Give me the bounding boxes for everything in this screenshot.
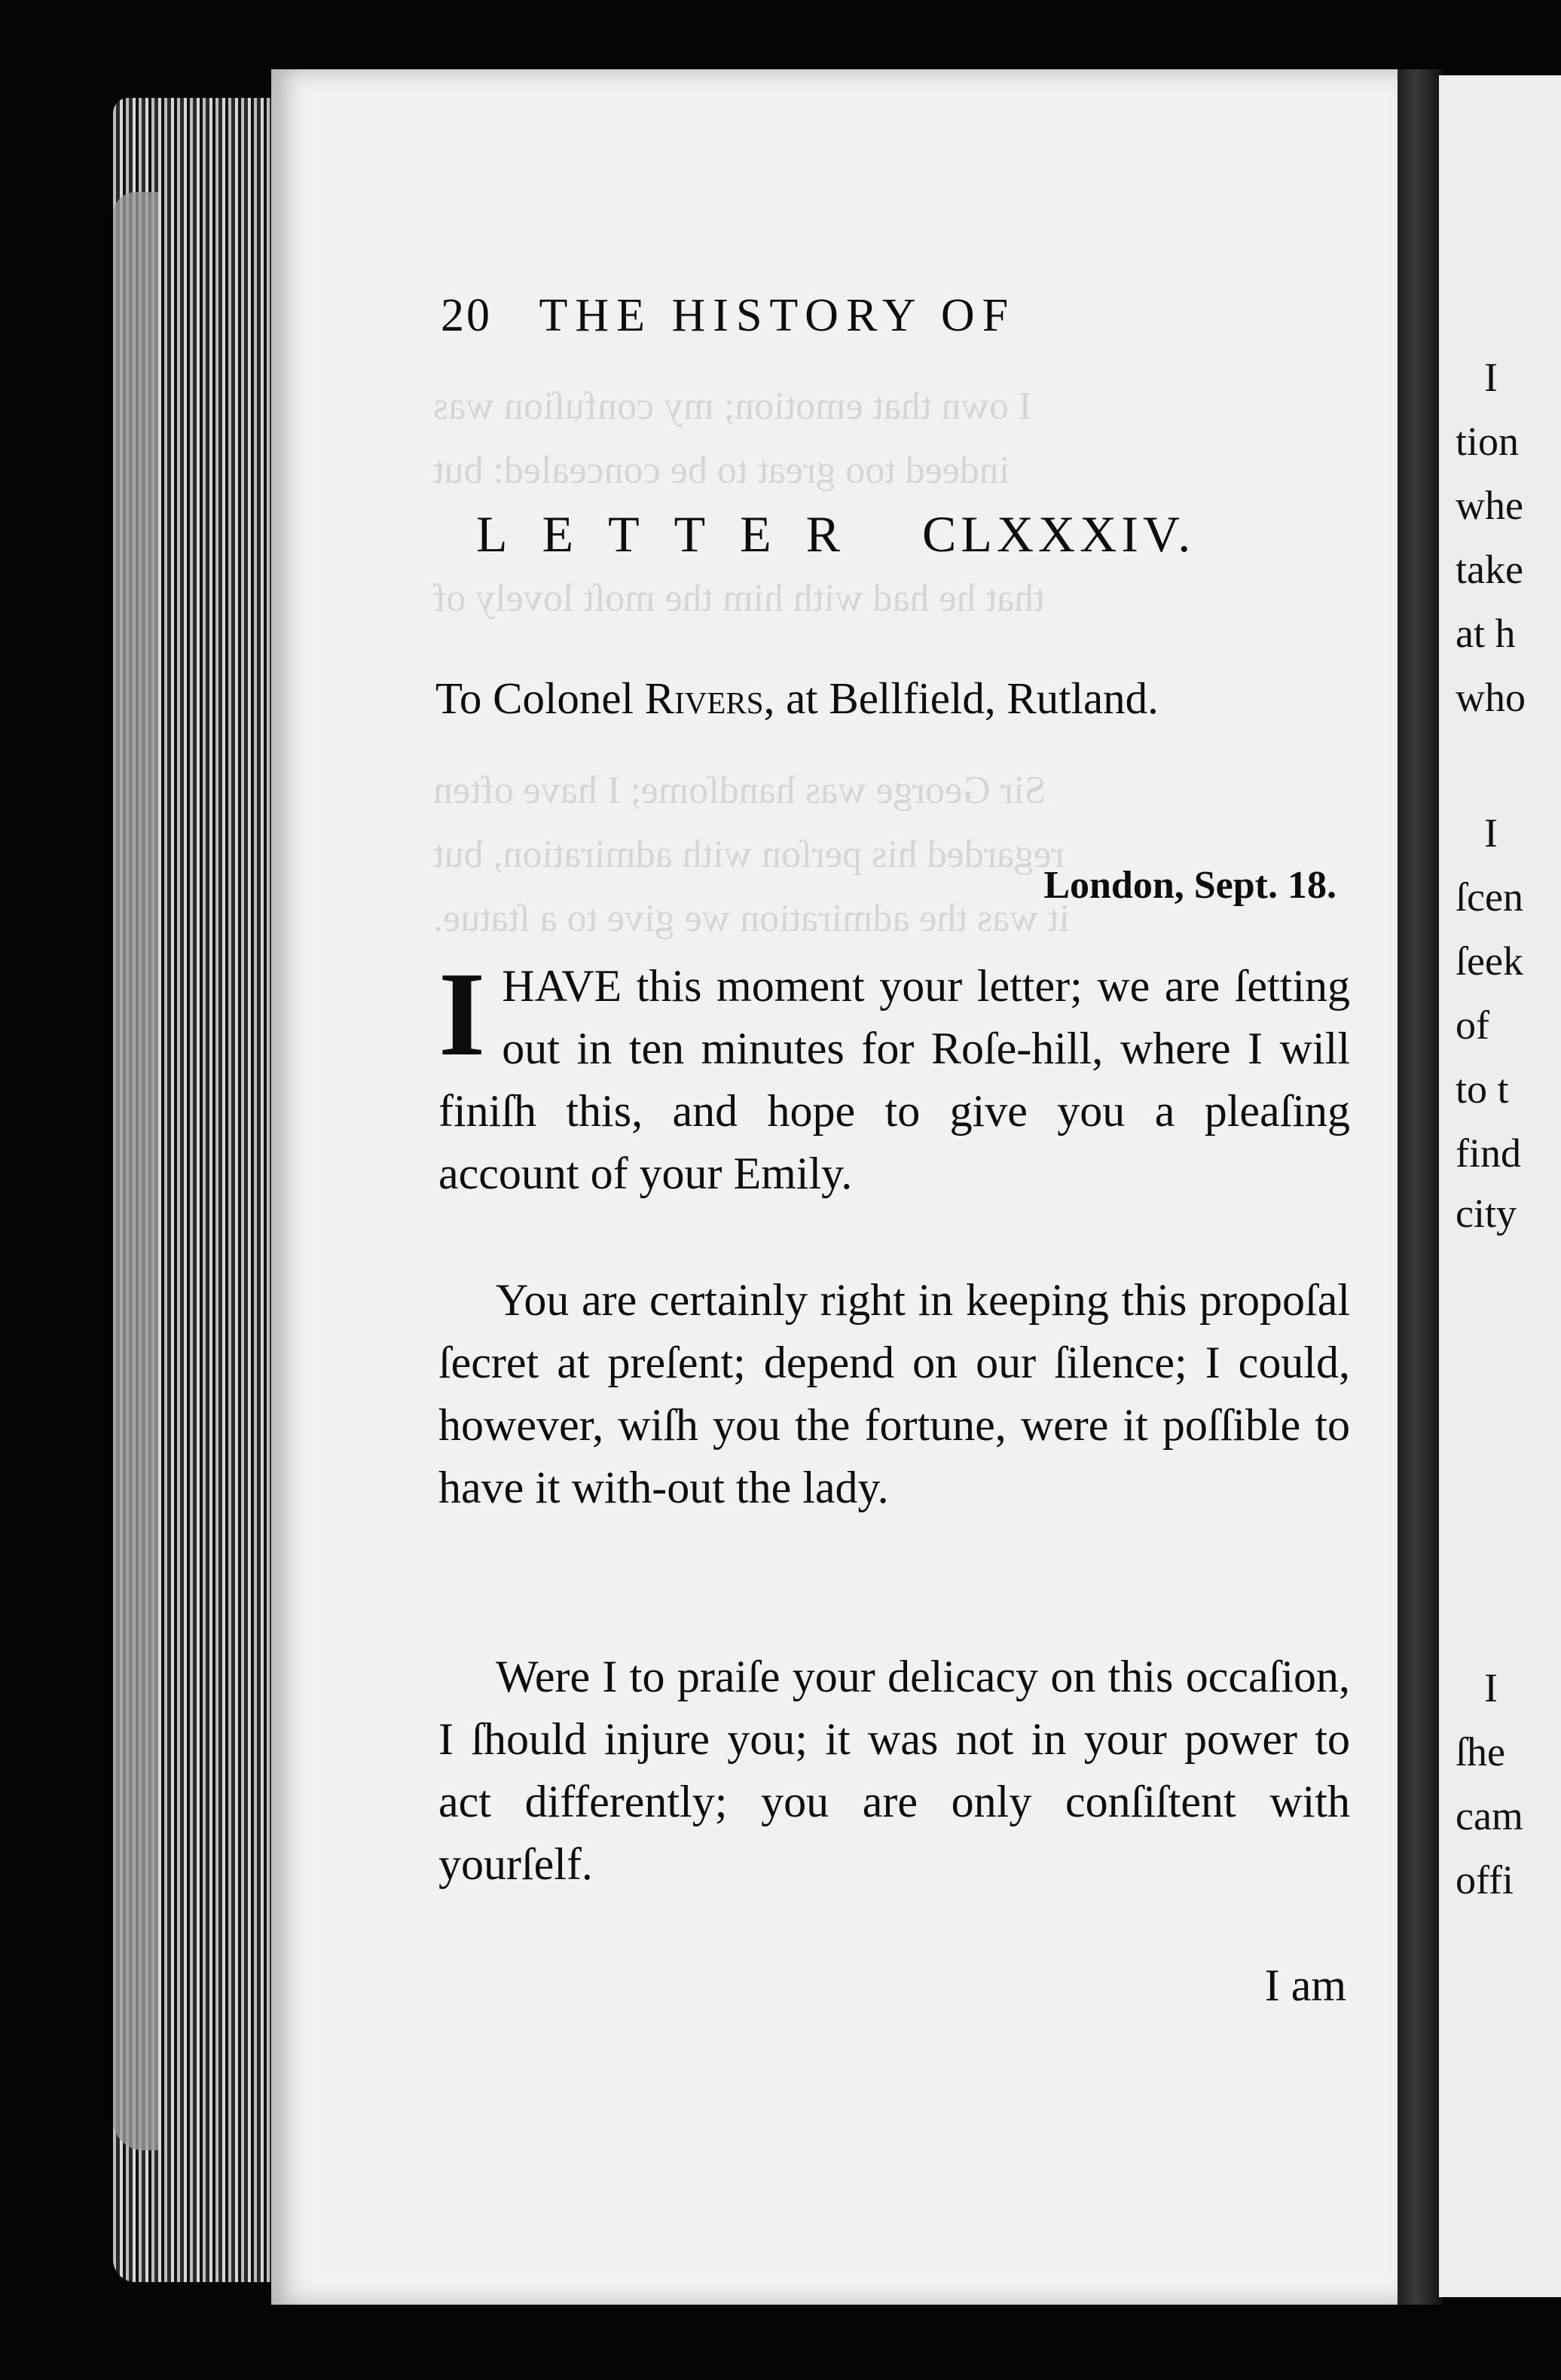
paragraph: Were I to praiſe your delicacy on this occaſion, I ſhould injure you; it was not in your power to act differently; you are only conſiſtent with yourſelf. xyxy=(438,1652,1350,1889)
facing-fragment: ſcen xyxy=(1456,874,1523,920)
letter-heading xyxy=(476,505,1195,564)
facing-fragment: offi xyxy=(1456,1857,1514,1902)
drop-cap: I xyxy=(438,947,486,1081)
facing-fragment: whe xyxy=(1456,483,1523,528)
running-header xyxy=(441,289,1016,343)
facing-fragment: to t xyxy=(1456,1066,1509,1112)
letter-number: CLXXXIV. xyxy=(922,505,1196,563)
dateline: London, Sept. 18. xyxy=(1043,864,1336,907)
running-title: THE HISTORY OF xyxy=(539,290,1016,341)
facing-page xyxy=(1439,75,1561,2297)
paragraph xyxy=(438,947,1350,1205)
facing-fragment: city xyxy=(1456,1191,1517,1236)
facing-fragment: cam xyxy=(1456,1793,1523,1838)
facing-fragment: find xyxy=(1456,1130,1521,1176)
facing-fragment: I xyxy=(1484,355,1498,400)
cover-edge xyxy=(113,192,158,2150)
paragraph: You are certainly right in keeping this propoſal ſecret at preſent; depend on our ſilence; I could, however, wiſh you the fortune, were it poſſible to have it with-out the lady. xyxy=(438,1275,1350,1512)
facing-fragment: ſhe xyxy=(1456,1729,1505,1774)
facing-fragment: take xyxy=(1456,547,1523,592)
facing-fragment: tion xyxy=(1456,419,1520,464)
facing-fragment: I xyxy=(1484,810,1498,856)
letter-word: LETTER xyxy=(476,505,875,563)
book-gutter xyxy=(1398,69,1443,2305)
paragraph-text: HAVE this moment your letter; we are ſetting out in ten minutes for Roſe-hill, where I will finiſh this, and hope to give you a pleaſing account of your Emily. xyxy=(438,961,1350,1198)
page-number: 20 xyxy=(441,290,492,341)
letter-address xyxy=(435,673,1159,725)
facing-fragment: at h xyxy=(1456,611,1516,656)
address-prefix: To Colonel xyxy=(435,673,634,723)
address-name: Rivers xyxy=(644,673,764,723)
facing-fragment: who xyxy=(1456,675,1526,720)
address-suffix: , at Bellfield, Rutland. xyxy=(763,673,1159,723)
facing-fragment: I xyxy=(1484,1665,1498,1710)
facing-fragment: of xyxy=(1456,1002,1489,1048)
catchword: I am xyxy=(1264,1960,1346,2010)
facing-fragment: ſeek xyxy=(1456,938,1523,984)
